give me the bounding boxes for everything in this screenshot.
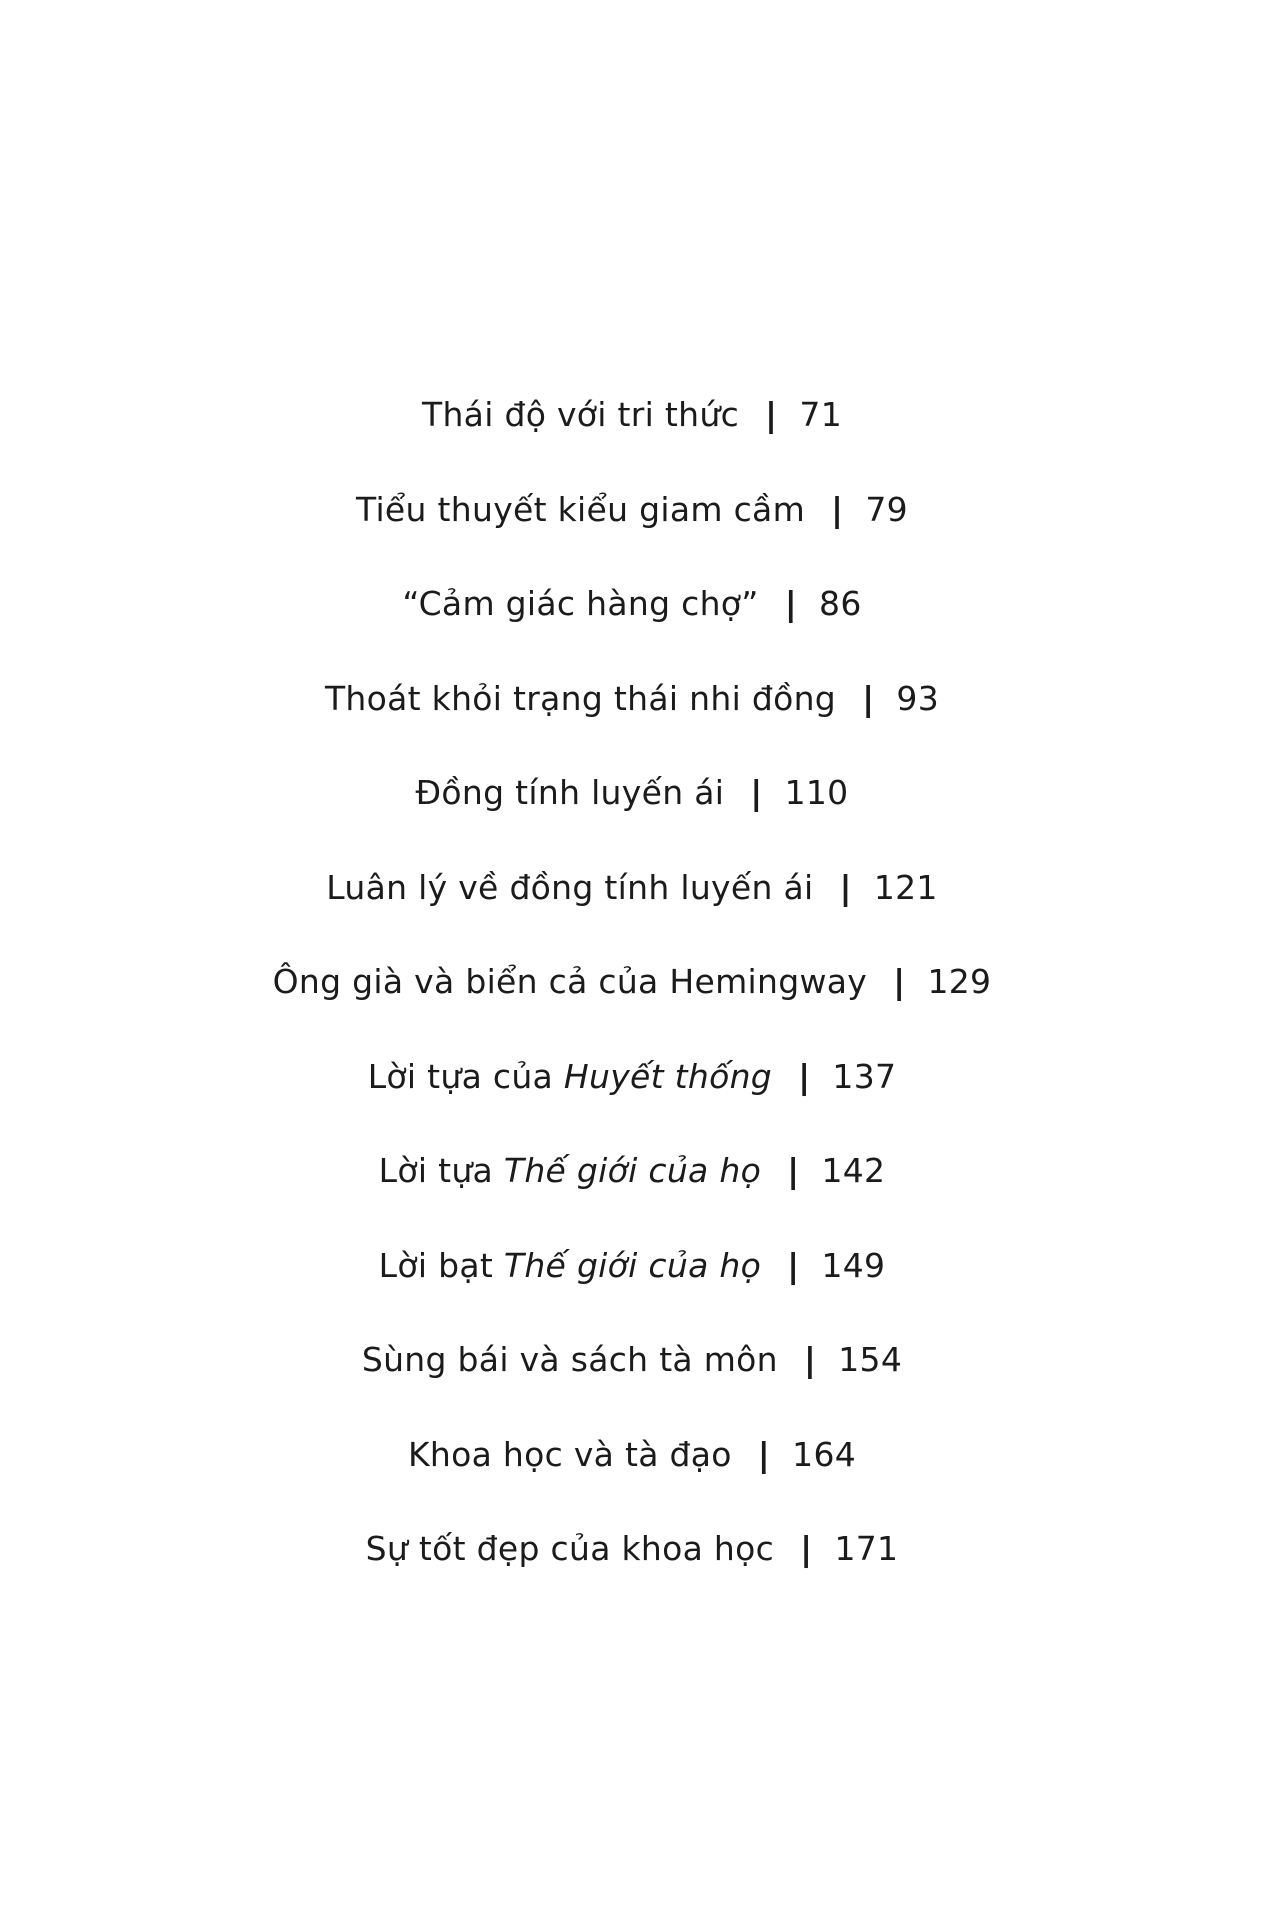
toc-separator: |	[831, 489, 844, 529]
toc-entry	[0, 959, 1264, 1054]
toc-separator: |	[787, 1245, 800, 1285]
toc-entry	[0, 676, 1264, 771]
toc-page-number: 164	[792, 1434, 857, 1474]
toc-entry	[0, 1148, 1264, 1243]
toc-separator: |	[839, 867, 852, 907]
toc-entry-title	[402, 581, 758, 627]
toc-title-text: Sùng bái và sách tà môn	[361, 1340, 778, 1379]
toc-entry-title	[422, 392, 739, 438]
toc-entry	[0, 770, 1264, 865]
toc-entry	[0, 487, 1264, 582]
toc-title-text: Sự tốt đẹp của khoa học	[365, 1529, 775, 1568]
toc-entry	[0, 1243, 1264, 1338]
toc-entry-title	[368, 1054, 772, 1100]
toc-entry-title	[379, 1148, 761, 1194]
toc-title-text: Thoát khỏi trạng thái nhi đồng	[324, 678, 837, 718]
toc-title-text: Tiểu thuyết kiểu giam cầm	[356, 489, 806, 529]
toc-page-number: 93	[896, 678, 940, 718]
toc-title-text: Lời tựa	[378, 1151, 504, 1190]
toc-entry	[0, 1337, 1264, 1432]
toc-page-number: 142	[821, 1151, 886, 1190]
toc-title-italic: Huyết thống	[563, 1056, 773, 1096]
toc-separator: |	[893, 962, 906, 1001]
toc-separator: |	[803, 1340, 817, 1379]
toc-title-text: Lời tựa của	[367, 1056, 564, 1096]
toc-page-number: 171	[834, 1529, 899, 1568]
toc-entry	[0, 1432, 1264, 1527]
toc-title-text: “Cảm giác hàng chợ”	[402, 584, 759, 623]
toc-title-text: Khoa học và tà đạo	[407, 1434, 732, 1474]
toc-title-italic: Thế giới của họ	[503, 1151, 762, 1190]
toc-separator: |	[757, 1434, 771, 1474]
toc-separator: |	[787, 1151, 800, 1190]
toc-page-number: 121	[873, 867, 938, 907]
toc-entry	[0, 865, 1264, 960]
toc-separator: |	[784, 584, 798, 623]
toc-title-text: Đồng tính luyến ái	[415, 773, 725, 812]
toc-page-number: 110	[784, 773, 849, 812]
toc-entry-title	[408, 1432, 732, 1478]
toc-entry-title	[325, 676, 836, 722]
toc-separator: |	[765, 395, 778, 434]
toc-page-number: 154	[838, 1340, 903, 1379]
toc-entry	[0, 581, 1264, 676]
toc-entry-title	[273, 959, 867, 1005]
toc-page-number: 71	[799, 395, 842, 434]
toc-entry-title	[366, 1526, 774, 1572]
toc-entry	[0, 1526, 1264, 1621]
toc-separator: |	[862, 678, 875, 718]
toc-title-text: Thái độ với tri thức	[422, 395, 740, 434]
toc-page-number: 79	[865, 489, 908, 529]
toc-title-text: Luân lý về đồng tính luyến ái	[326, 867, 814, 907]
toc-entry-title	[326, 865, 813, 911]
toc-entry-title	[362, 1337, 778, 1383]
toc-entry-title	[379, 1243, 761, 1289]
toc-page-number: 86	[819, 584, 862, 623]
toc-separator: |	[750, 773, 763, 812]
toc-title-text: Lời bạt	[378, 1245, 504, 1285]
toc-title-text: Ông già và biển cả của Hemingway	[272, 962, 868, 1001]
toc-separator: |	[798, 1056, 811, 1096]
toc-separator: |	[800, 1529, 813, 1568]
toc-entry	[0, 1054, 1264, 1149]
toc-page-number: 137	[832, 1056, 897, 1096]
toc-page-number: 149	[821, 1245, 886, 1285]
toc-page-number: 129	[927, 962, 992, 1001]
toc-title-italic: Thế giới của họ	[503, 1245, 762, 1285]
toc-entry-title	[356, 487, 805, 533]
toc-entry-title	[416, 770, 725, 816]
table-of-contents	[0, 392, 1264, 1621]
toc-entry	[0, 392, 1264, 487]
